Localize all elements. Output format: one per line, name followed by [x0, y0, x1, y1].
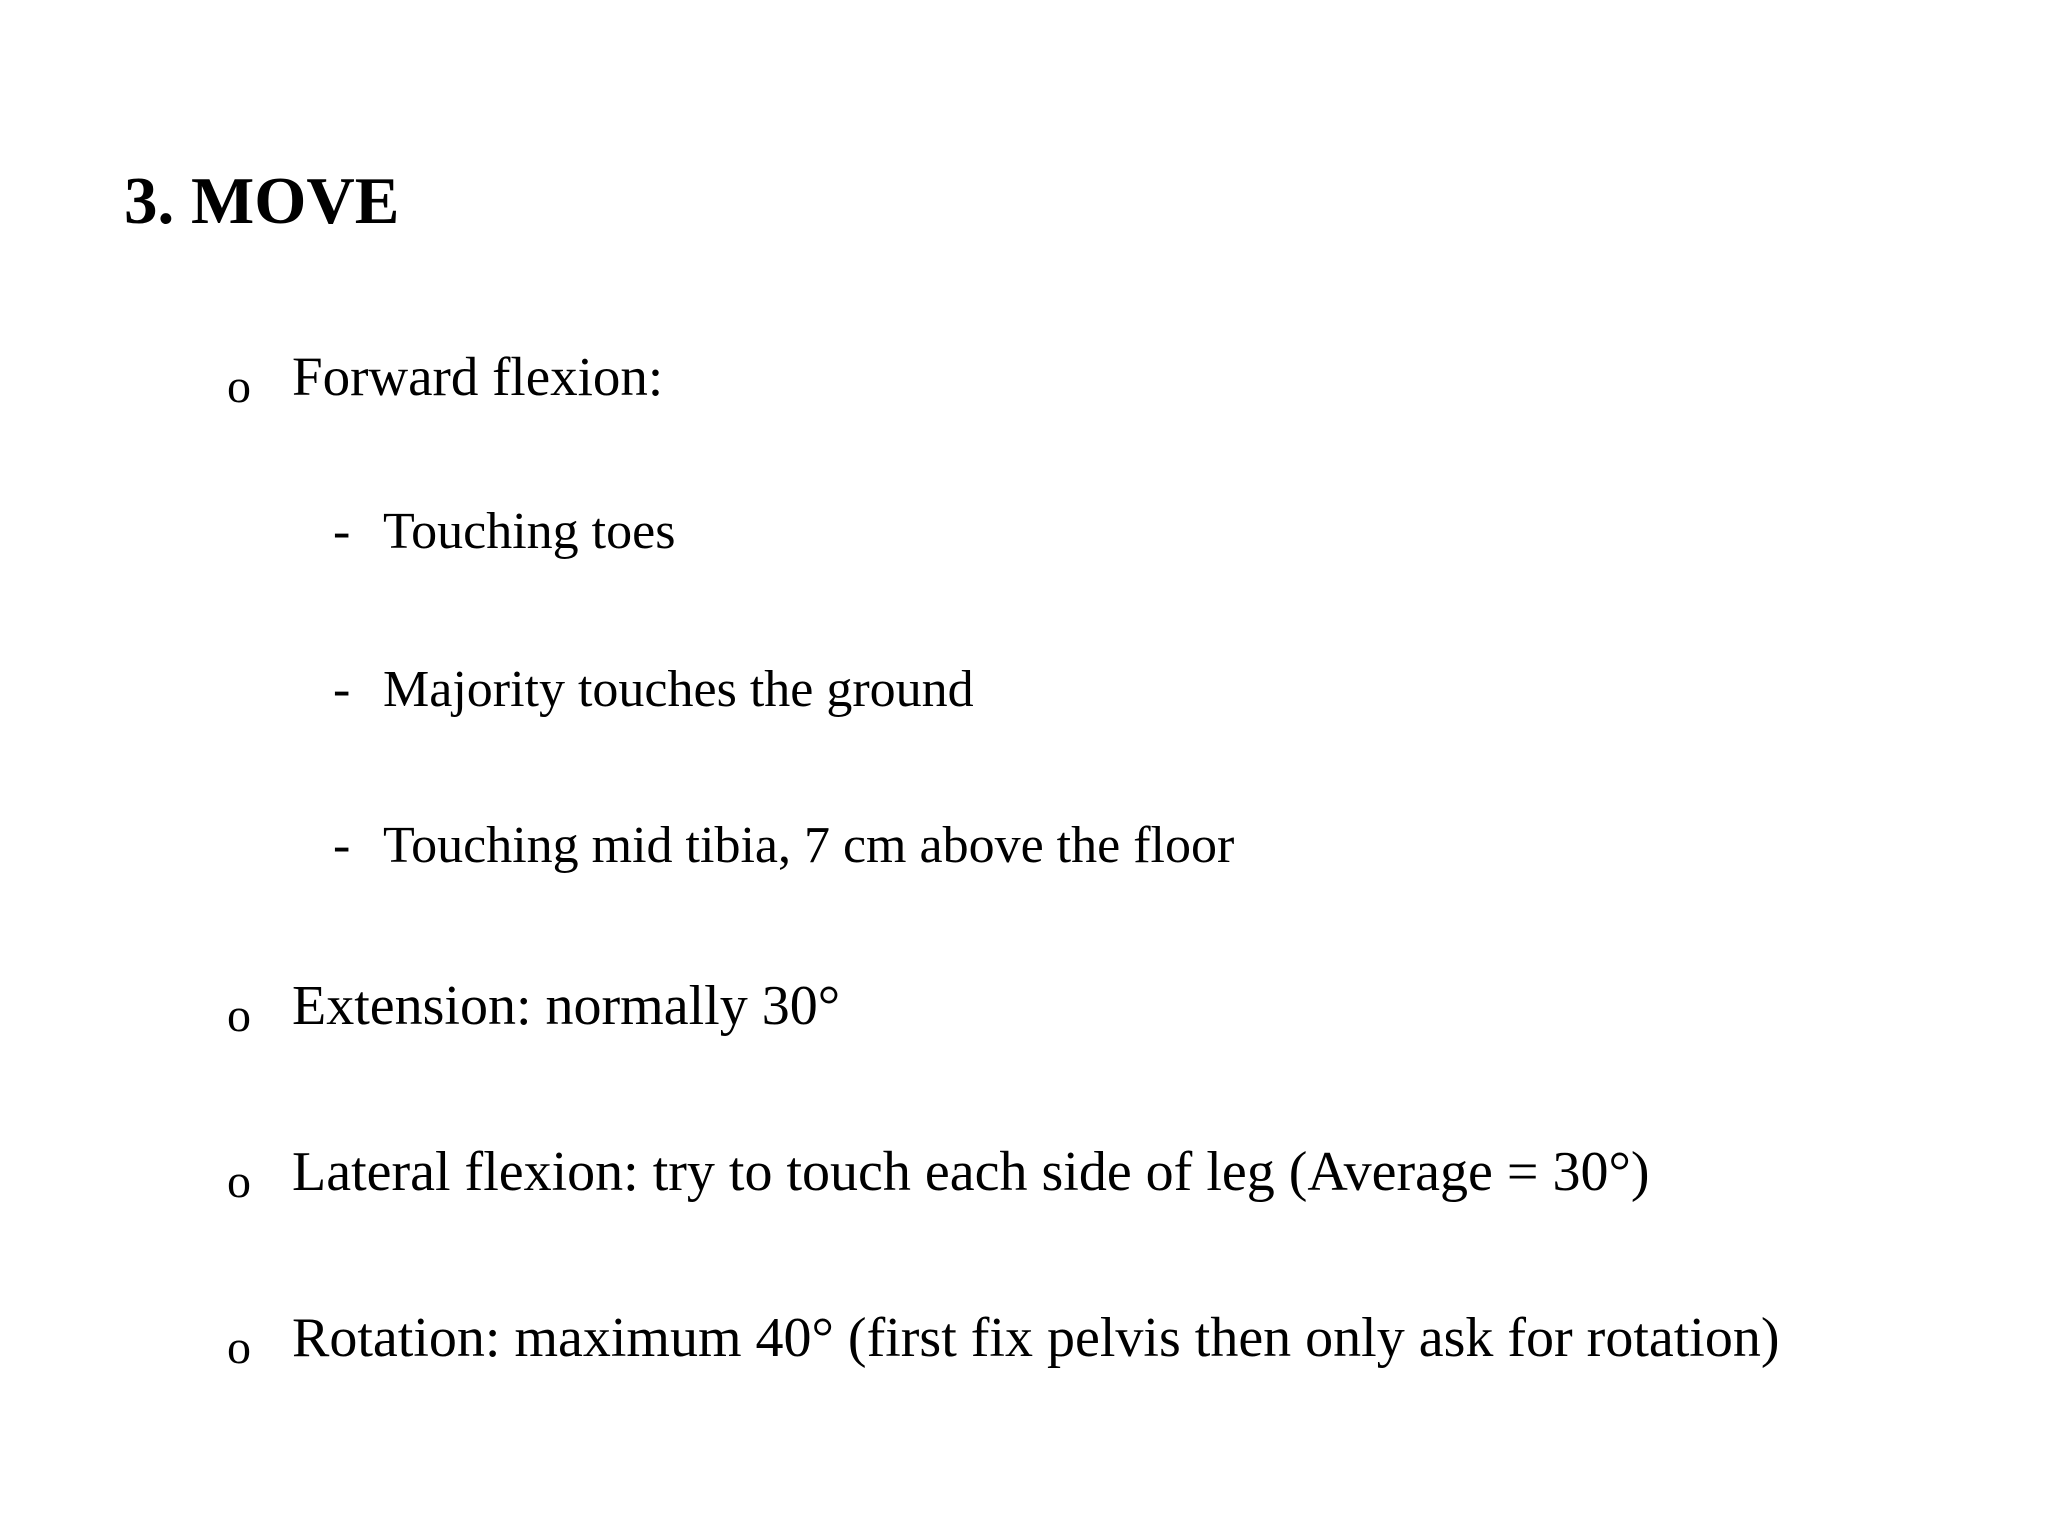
sub-item-text: Touching toes: [383, 503, 676, 560]
section-heading: 3. MOVE: [124, 164, 400, 238]
list-item-text: Lateral flexion: try to touch each side of leg (Average = 30°): [292, 1141, 1650, 1203]
dash-marker: -: [333, 503, 351, 560]
list-item-forward-flexion: [227, 346, 664, 413]
sub-item-majority: [333, 661, 974, 718]
bullet-marker: o: [227, 1321, 251, 1374]
list-item-rotation: [227, 1307, 1780, 1374]
list-item-text: Rotation: maximum 40° (first fix pelvis then only ask for rotation): [292, 1307, 1780, 1369]
list-item-lateral-flexion: [227, 1141, 1650, 1208]
bullet-marker: o: [227, 1155, 251, 1208]
sub-item-mid-tibia: [333, 817, 1235, 874]
bullet-marker: o: [227, 989, 251, 1042]
sub-item-text: Majority touches the ground: [383, 661, 974, 718]
list-item-text: Extension: normally 30°: [292, 975, 841, 1037]
sub-item-text: Touching mid tibia, 7 cm above the floor: [383, 817, 1235, 874]
bullet-marker: o: [227, 360, 251, 413]
sub-item-touching-toes: [333, 503, 676, 560]
list-item-text: Forward flexion:: [292, 346, 664, 407]
list-item-extension: [227, 975, 841, 1042]
dash-marker: -: [333, 661, 351, 718]
dash-marker: -: [333, 817, 351, 874]
